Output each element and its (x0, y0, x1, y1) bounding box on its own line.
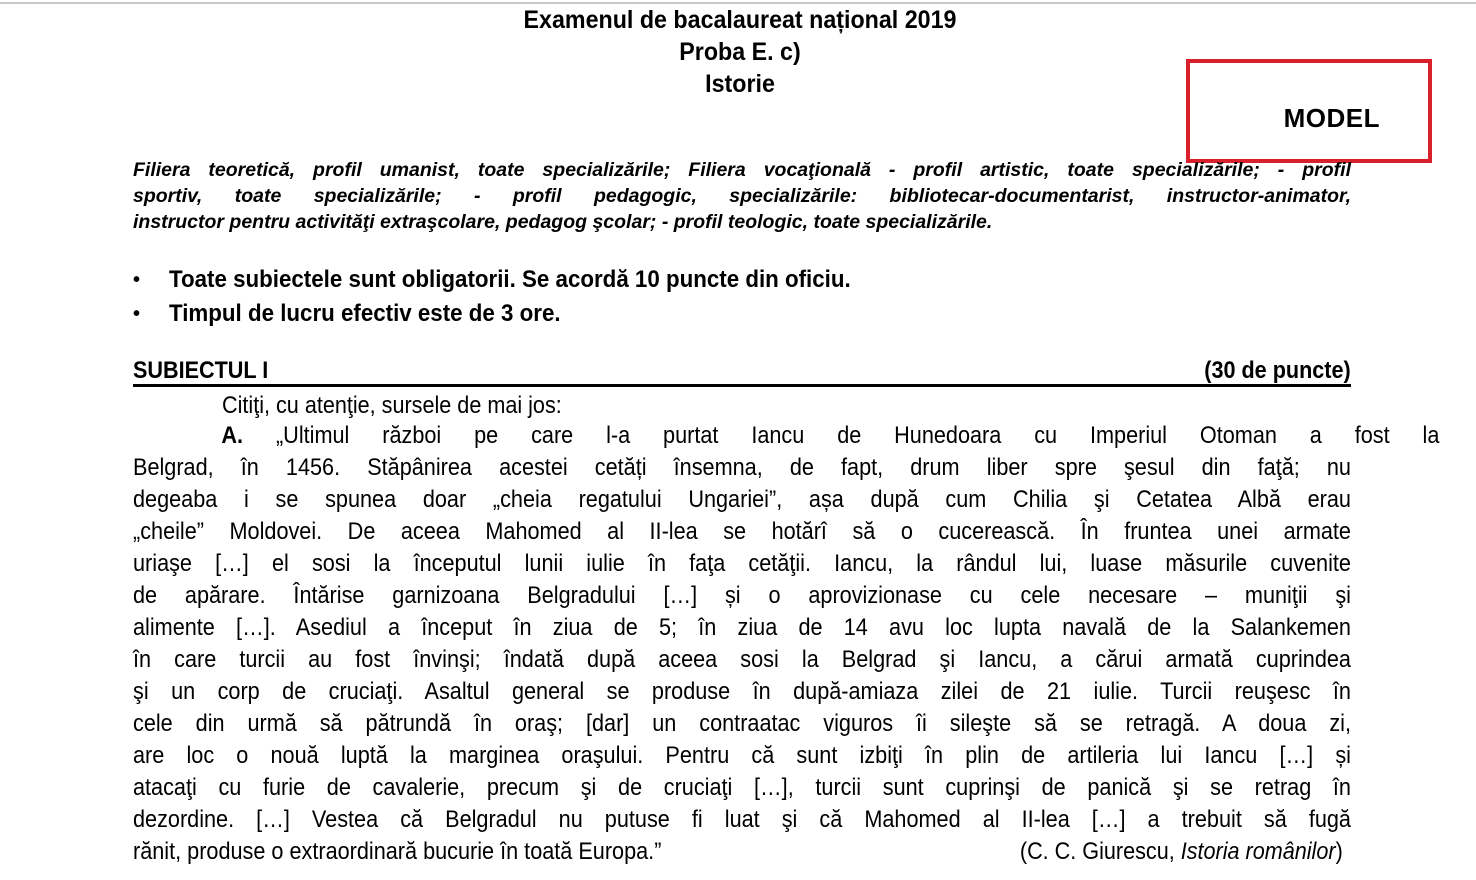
bullet-icon: • (133, 269, 141, 291)
filiera-line: sportiv, toate specializările; - profil pedagogic, specializările: bibliotecar-documentarist, instructor-animator, (133, 185, 1351, 207)
source-line (133, 420, 1439, 452)
source-label: A. (221, 422, 244, 449)
subject-heading (133, 356, 1351, 387)
subject-title: SUBIECTUL I (133, 357, 269, 384)
source-line: atacaţi cu furie de cavalerie, precum şi de cruciaţi […], turcii sunt cuprinşi de panică şi se retrag în (133, 774, 1351, 801)
source-line: alimente […]. Asediul a început în ziua de 5; în ziua de 14 avu loc lupta navală de la Salankemen (133, 614, 1351, 641)
instruction-item (133, 263, 902, 297)
exam-header (380, 4, 1100, 100)
citation-work: Istoria românilor (1180, 838, 1336, 865)
citation-author: (C. C. Giurescu, (1020, 838, 1181, 865)
source-line: Belgrad, în 1456. Stăpânirea acestei cetăți însemna, de fapt, drum liber spre şesul din faţă; nu (133, 454, 1351, 481)
exam-subject: Istorie (705, 70, 775, 98)
source-line: are loc o nouă luptă la marginea oraşului. Pentru că sunt izbiţi în plin de artileria lui Iancu […] și (133, 742, 1351, 769)
instruction-text: Toate subiectele sunt obligatorii. Se acordă 10 puncte din oficiu. (169, 266, 851, 293)
source-line: degeaba i se spunea doar „cheia regatului Ungariei”, așa după cum Chilia şi Cetatea Albă erau (133, 486, 1351, 513)
model-badge-label: MODEL (1283, 103, 1380, 133)
source-citation (1020, 836, 1343, 868)
source-last-line: rănit, produse o extraordinară bucurie în toată Europa.” (133, 838, 662, 865)
filiera-line: instructor pentru activităţi extraşcolare, pedagog şcolar; - profil teologic, toate specializările. (133, 211, 993, 233)
intro-text: Citiţi, cu atenţie, sursele de mai jos: (222, 392, 562, 419)
instruction-item (133, 297, 902, 331)
source-line: dezordine. […] Vestea că Belgradul nu putuse fi luat şi că Mahomed al II-lea […] a trebuit să fugă (133, 806, 1351, 833)
model-badge (1186, 59, 1432, 163)
source-line: şi un corp de cruciaţi. Asaltul general se produse în după-amiaza zilei de 21 iulie. Turcii reuşesc în (133, 678, 1351, 705)
source-line: de apărare. Întărise garnizoana Belgradului […] și o aprovizionase cu cele necesare – muniţii şi (133, 582, 1351, 609)
source-line: „cheile” Moldovei. De aceea Mahomed al II-lea se hotărî să o cucerească. În fruntea unei armate (133, 518, 1351, 545)
citation-close: ) (1335, 838, 1343, 865)
source-line-text: „Ultimul război pe care l-a purtat Iancu de Hunedoara cu Imperiul Otoman a fost la (275, 422, 1440, 449)
exam-test: Proba E. c) (679, 38, 801, 66)
instruction-text: Timpul de lucru efectiv este de 3 ore. (169, 300, 561, 327)
source-line: în care turcii au fost învinşi; îndată după aceea sosi la Belgrad şi Iancu, a cărui armată cuprindea (133, 646, 1351, 673)
exam-title: Examenul de bacalaureat național 2019 (523, 6, 957, 34)
instructions-list (133, 263, 902, 331)
filiera-paragraph (133, 157, 1351, 235)
bullet-icon: • (133, 303, 141, 325)
source-a (133, 420, 1440, 868)
filiera-line: Filiera teoretică, profil umanist, toate specializările; Filiera vocaţională - profil artistic, toate specializările; - profil (133, 159, 1351, 181)
source-line: cele din urmă să pătrundă în oraş; [dar] un contraatac viguros îi sileşte să se retragă. A doua zi, (133, 710, 1351, 737)
subject-points: (30 de puncte) (1204, 357, 1351, 384)
source-line: uriaşe […] el sosi la începutul lunii iulie în faţa cetăţii. Iancu, la rândul lui, luase măsurile cuvenite (133, 550, 1351, 577)
